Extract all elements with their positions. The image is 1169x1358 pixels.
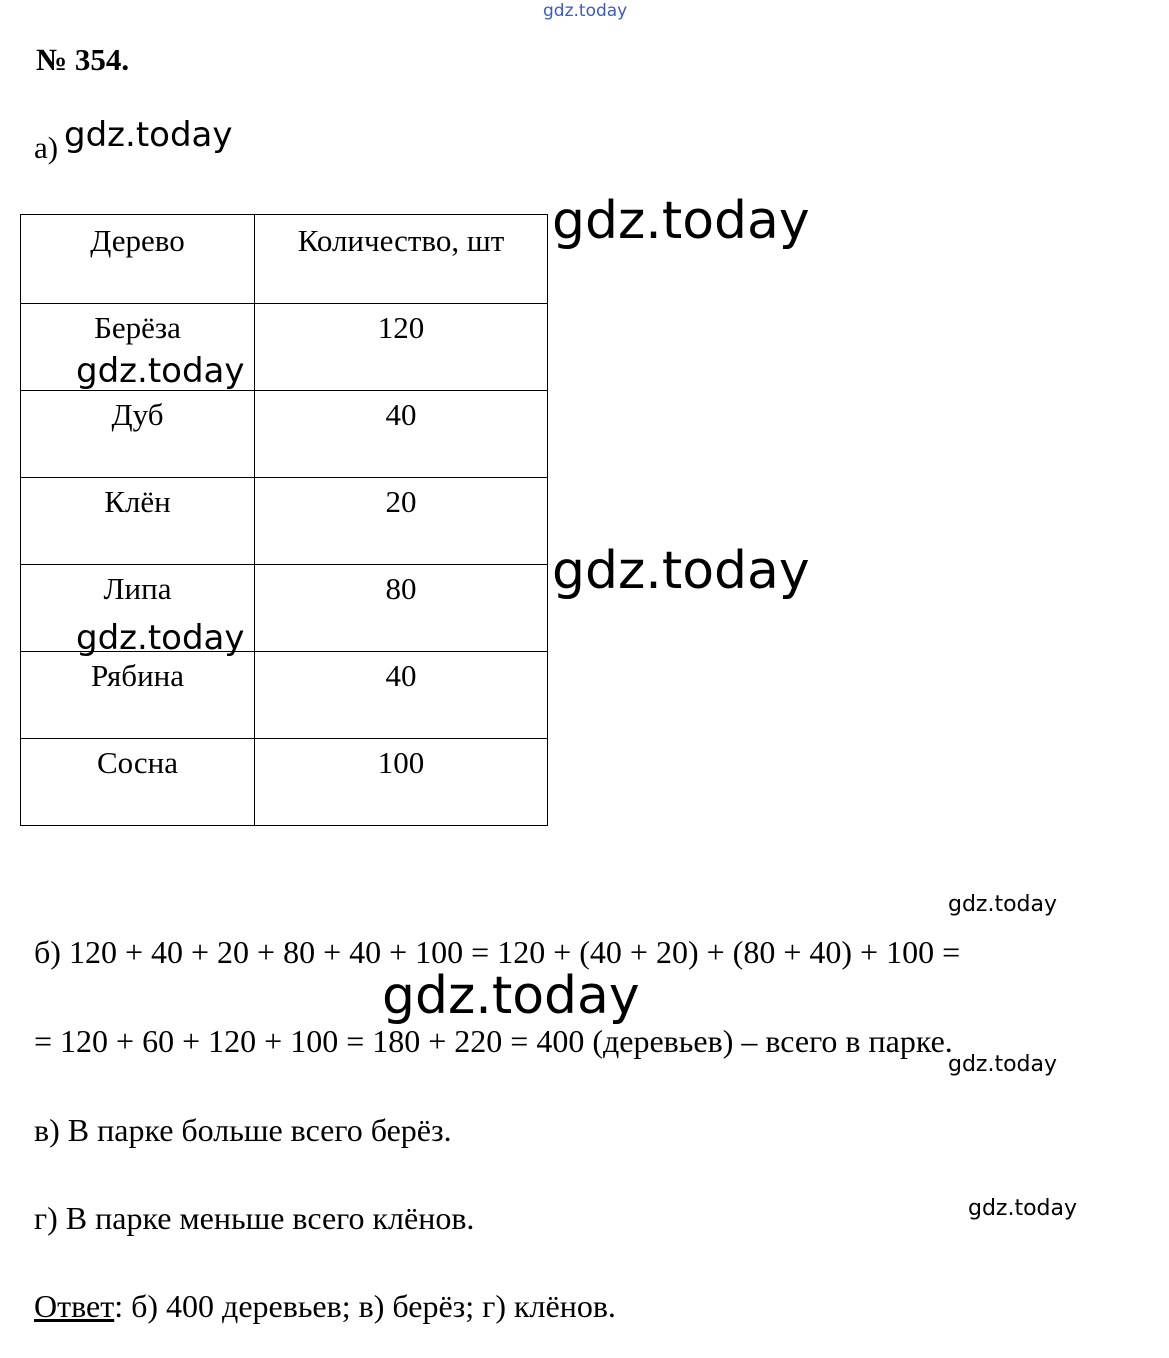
task-number: № 354.: [36, 42, 130, 77]
tree-quantity-cell: 40: [255, 391, 548, 478]
tree-name-cell: Рябина: [21, 652, 255, 739]
tree-count-table: [20, 214, 548, 826]
tree-name-cell: Клён: [21, 478, 255, 565]
watermark: gdz.today: [543, 1, 628, 21]
watermark: gdz.today: [948, 1052, 1058, 1077]
watermark: gdz.today: [948, 892, 1058, 917]
tree-name-cell: Сосна: [21, 739, 255, 826]
tree-quantity-cell: 120: [255, 304, 548, 391]
table-row: [21, 739, 548, 826]
answer-text: : б) 400 деревьев; в) берёз; г) клёнов.: [114, 1288, 616, 1324]
table-row: [21, 652, 548, 739]
watermark: gdz.today: [76, 618, 245, 658]
watermark: gdz.today: [968, 1196, 1078, 1221]
watermark: gdz.today: [76, 351, 245, 391]
part-g-text: г) В парке меньше всего клёнов.: [34, 1200, 475, 1236]
answer-label: Ответ: [34, 1288, 115, 1324]
header-tree: Дерево: [21, 215, 255, 304]
tree-name-cell: Липа: [21, 565, 255, 652]
part-b-line-2: = 120 + 60 + 120 + 100 = 180 + 220 = 400 (деревьев) – всего в парке.: [34, 1023, 953, 1059]
header-quantity: Количество, шт: [255, 215, 548, 304]
tree-quantity-cell: 20: [255, 478, 548, 565]
tree-quantity-cell: 100: [255, 739, 548, 826]
table-row: [21, 391, 548, 478]
table-header-row: [21, 215, 548, 304]
part-b-line-1: б) 120 + 40 + 20 + 80 + 40 + 100 = 120 + (40 + 20) + (80 + 40) + 100 =: [34, 934, 961, 970]
watermark: gdz.today: [552, 541, 810, 601]
answer-line: [34, 1286, 616, 1326]
part-v-text: в) В парке больше всего берёз.: [34, 1112, 452, 1148]
table-row: [21, 478, 548, 565]
part-a-label: а): [34, 130, 59, 165]
tree-quantity-cell: 40: [255, 652, 548, 739]
watermark: gdz.today: [382, 966, 640, 1026]
tree-quantity-cell: 80: [255, 565, 548, 652]
watermark: gdz.today: [552, 191, 810, 251]
watermark: gdz.today: [64, 115, 233, 155]
tree-name-cell: Берёза: [21, 304, 255, 391]
tree-name-cell: Дуб: [21, 391, 255, 478]
